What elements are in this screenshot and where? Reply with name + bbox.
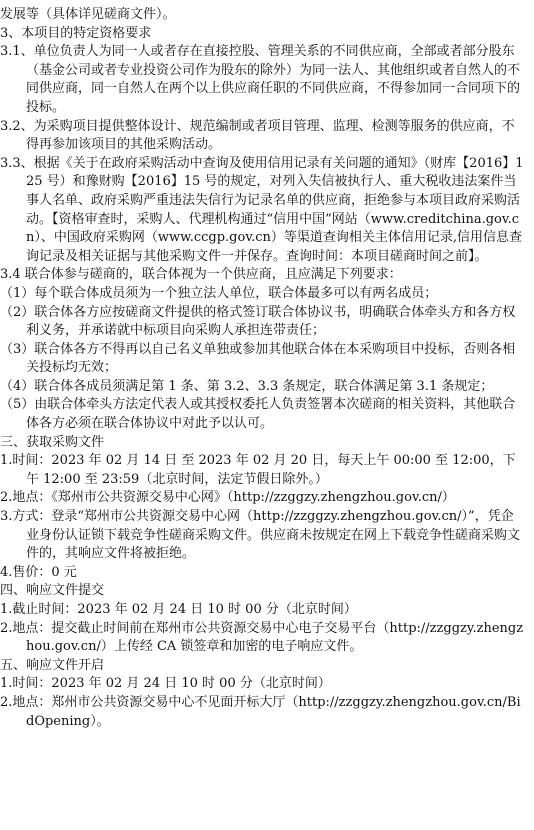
heading-qualification: 3、本项目的特定资格要求 <box>0 25 152 41</box>
obtain-time: 1.时间：2023 年 02 月 14 日 至 2023 年 02 月 20 日，每天上午 00:00 至 12:00，下午 12:00 至 23:59（北京时间，法定节假日除外。） <box>0 453 516 487</box>
consortium-item-5: （5）由联合体牵头方法定代表人或其授权委托人负责签署本次磋商的相关资料，其他联合体各方必须在联合体协议中对此予以认可。 <box>0 397 516 432</box>
submission-deadline: 1.截止时间：2023 年 02 月 24 日 10 时 00 分（北京时间） <box>0 602 357 617</box>
consortium-item-3: （3）联合体各方不得再以自己名义单独或参加其他联合体在本采购项目中投标，否则各相关投标均无效； <box>0 341 516 376</box>
consortium-item-1: （1）每个联合体成员须为一个独立法人单位，联合体最多可以有两名成员； <box>0 285 438 301</box>
heading-submission: 四、响应文件提交 <box>0 583 105 599</box>
opening-location: 2.地点：郑州市公共资源交易中心不见面开标大厅（http://zzggzy.zhengzhou.gov.cn/BidOpening）。 <box>0 694 521 729</box>
clause-3-1: 3.1、单位负责人为同一人或者存在直接控股、管理关系的不同供应商，全部或者部分股东（基金公司或者专业投资公司作为股东的除外）为同一法人、其他组织或者自然人的不同供应商，同一自然人在两个以上供应商任职的不同供应商，不得参加同一合同项下的投标。 <box>0 44 521 115</box>
paragraph-intro-tail: 发展等（具体详见磋商文件）。 <box>0 7 176 22</box>
consortium-item-2: （2）联合体各方应按磋商文件提供的格式签订联合体协议书，明确联合体牵头方和各方权利义务，并承诺就中标项目向采购人承担连带责任； <box>0 304 516 339</box>
obtain-location: 2.地点：《郑州市公共资源交易中心网》（http://zzggzy.zhengzhou.gov.cn/） <box>0 490 455 506</box>
clause-3-4: 3.4 联合体参与磋商的，联合体视为一个供应商，且应满足下列要求： <box>0 267 402 283</box>
heading-opening: 五、响应文件开启 <box>0 657 105 673</box>
submission-location: 2.地点：提交截止时间前在郑州市公共资源交易中心电子交易平台（http://zzggzy.zhengzhou.gov.cn/）上传经 CA 锁签章和加密的电子响应文件。 <box>0 620 524 655</box>
clause-3-3: 3.3、根据《关于在政府采购活动中查询及使用信用记录有关问题的通知》（财库【2016】125 号）和豫财购【2016】15 号的规定，对列入失信被执行人、重大税收违法案件当事人名单、政府采购严重违法失信行为记录名单的供应商，拒绝参与本项目政府采购活动。【资格审查时，采购人、代理机构通过“信用中国”网站（www.creditchina.gov.cn）、中国政府采购网（www.ccgp.gov.cn）等渠道查询相关主体信用记录,信用信息查询记录及相关证据与其他采购文件一并保存。查询时间：本项目磋商时间之前】。 <box>0 155 524 264</box>
consortium-item-4: （4）联合体各成员须满足第 1 条、第 3.2、3.3 条规定，联合体满足第 3.1 条规定； <box>0 378 494 394</box>
obtain-method: 3.方式：登录“郑州市公共资源交易中心网（http://zzggzy.zhengzhou.gov.cn/）”，凭企业身份认证锁下载竞争性磋商采购文件。供应商未按规定在网上下载竞争性磋商采购文件的，其响应文件将被拒绝。 <box>0 509 521 562</box>
obtain-price: 4.售价：0 元 <box>0 564 77 580</box>
clause-3-2: 3.2、为采购项目提供整体设计、规范编制或者项目管理、监理、检测等服务的供应商，不得再参加该项目的其他采购活动。 <box>0 118 515 153</box>
heading-obtain-documents: 三、获取采购文件 <box>0 434 105 450</box>
opening-time: 1.时间：2023 年 02 月 24 日 10 时 00 分（北京时间） <box>0 676 331 692</box>
